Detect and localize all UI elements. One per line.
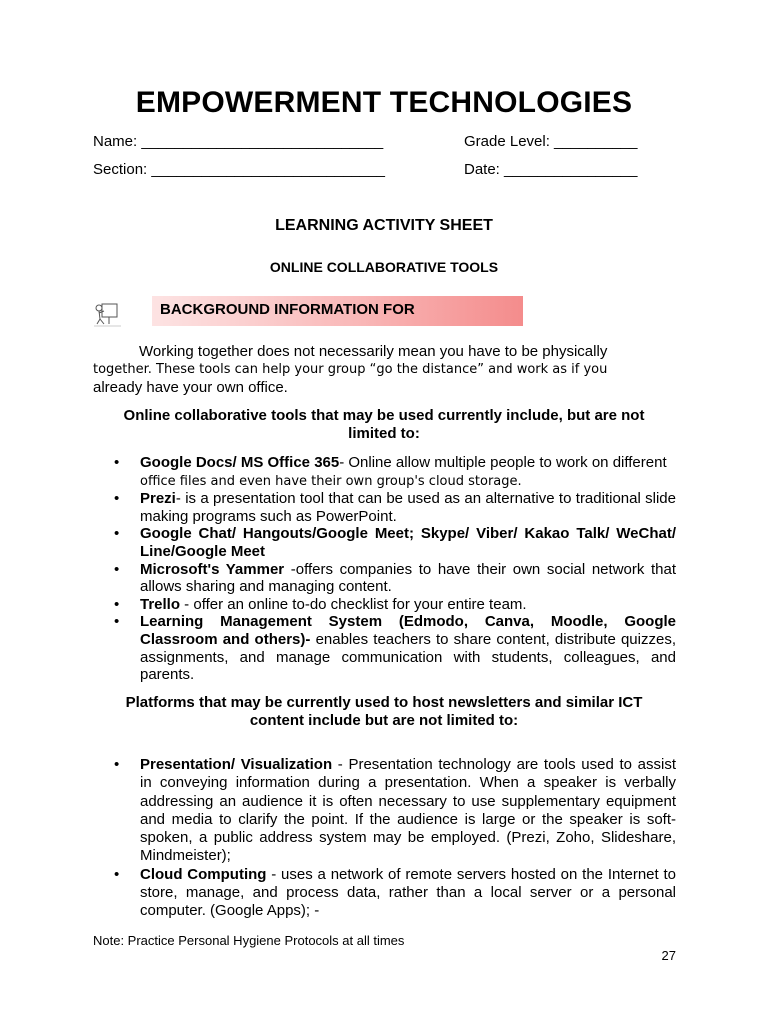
tool-description: - Online allow multiple people to work on different <box>339 454 667 471</box>
date-field: Date: ________________ <box>464 161 638 178</box>
section-field: Section: ____________________________ <box>93 161 385 178</box>
tools-heading-line-1: Online collaborative tools that may be used currently include, but are not <box>123 407 645 424</box>
intro-paragraph <box>93 343 676 397</box>
list-item <box>93 454 676 490</box>
list-item <box>93 525 676 560</box>
list-item <box>93 756 676 866</box>
banner-label: BACKGROUND INFORMATION FOR <box>160 301 415 318</box>
tool-description: - offer an online to-do checklist for your entire team. <box>180 595 527 613</box>
tools-heading-line-2: limited to: <box>348 425 420 442</box>
platform-description: - Presentation technology are tools used to assist in conveying information during a presentation. When a speaker is verbally addressing an audience it is often necessary to use supplementary equipment and media to clarify the point. If the audience is large or the speaker is soft-spoken, a public address system may be employed. (Prezi, Zoho, Slideshare, Mindmeister); <box>140 756 676 865</box>
tool-description: -offers companies to have their own social network that allows sharing and managing content. <box>140 560 676 596</box>
intro-line-3: already have your own office. <box>93 379 288 396</box>
sheet-title: LEARNING ACTIVITY SHEET <box>275 217 493 234</box>
intro-line-2: together. These tools can help your group “go the distance” and work as if you <box>93 362 608 377</box>
list-item <box>93 613 676 683</box>
tools-list <box>93 454 676 684</box>
platform-name: Presentation/ Visualization <box>140 756 333 773</box>
grade-level-field: Grade Level: __________ <box>464 133 638 150</box>
tools-heading <box>100 407 668 443</box>
platform-description: - uses a network of remote servers hosted on the Internet to store, manage, and process data, rather than a local server or a personal computer. (Google Apps); - <box>140 865 676 920</box>
name-field: Name: _____________________________ <box>93 133 384 150</box>
tool-description: enables teachers to share content, distribute quizzes, assignments, and manage communication with students, colleagues, and parents. <box>140 630 676 684</box>
tool-description-cont: office files and even have their own group's cloud storage. <box>140 473 522 489</box>
list-item <box>93 596 676 614</box>
hygiene-note: Note: Practice Personal Hygiene Protocols at all times <box>93 933 405 948</box>
tool-name: Trello <box>140 595 181 613</box>
page-title: EMPOWERMENT TECHNOLOGIES <box>135 86 633 119</box>
subtitle: ONLINE COLLABORATIVE TOOLS <box>269 259 499 275</box>
background-info-banner <box>152 296 523 326</box>
tool-name: Prezi <box>140 490 176 508</box>
platforms-heading-line-2: content include but are not limited to: <box>249 712 519 729</box>
tool-name: Microsoft's Yammer <box>140 560 285 578</box>
platforms-heading-line-1: Platforms that may be currently used to host newsletters and similar ICT <box>125 694 643 711</box>
tool-name: Google Docs/ MS Office 365 <box>140 454 340 471</box>
reading-figure-icon <box>91 299 125 329</box>
platform-name: Cloud Computing <box>140 865 267 883</box>
platforms-list <box>93 756 676 921</box>
platforms-heading <box>100 694 668 730</box>
page-number: 27 <box>661 948 676 963</box>
tool-description: - is a presentation tool that can be used as an alternative to traditional slide making programs such as PowerPoint. <box>140 490 676 525</box>
tool-name: Google Chat/ Hangouts/Google Meet; Skype/ Viber/ Kakao Talk/ WeChat/ Line/Google Meet <box>140 525 676 560</box>
intro-line-1: Working together does not necessarily mean you have to be physically <box>139 343 608 360</box>
list-item <box>93 490 676 525</box>
tool-name: Learning Management System (Edmodo, Canva, Moodle, Google Classroom and others)- <box>140 613 676 648</box>
list-item <box>93 866 676 921</box>
list-item <box>93 561 676 596</box>
